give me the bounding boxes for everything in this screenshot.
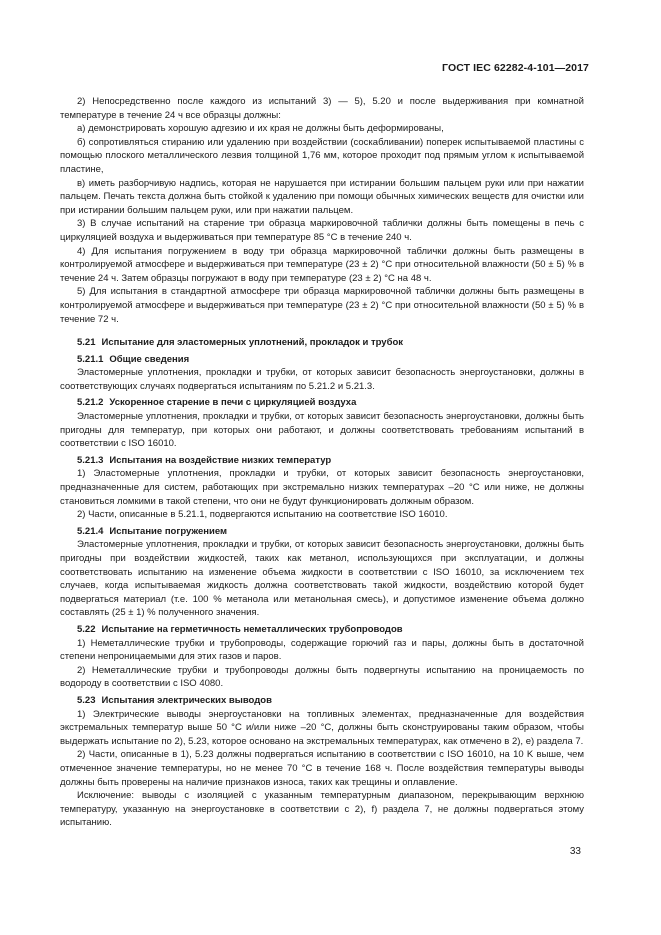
paragraph: 2) Части, описанные в 5.21.1, подвергаются испытанию на соответствие ISO 16010. — [77, 509, 448, 521]
section-title: Общие сведения — [109, 353, 190, 365]
section-title: Испытание погружением — [109, 525, 228, 537]
section-title: Ускоренное старение в печи с циркуляцией воздуха — [109, 397, 357, 409]
section-number: 5.21 — [77, 337, 96, 349]
paragraph: в) иметь разборчивую надпись, которая не нарушается при истирании большим пальцем руки или при нажатии пальцем. Печать текста должна быть стойкой к удалению при помощи обычных химических веществ для очистки или при истирании большим пальцем руки, или при нажатии пальцем. — [60, 177, 584, 216]
paragraph: Эластомерные уплотнения, прокладки и трубки, от которых зависит безопасность энергоустановки, должны быть пригодны при воздействии жидкостей, таких как метанол, использующихся при эксплуатации, и должны соответствовать испытанию на изменение объема жидкости в соответствии с ISO 16010, за исключением тех случаев, когда испытываемая жидкость должна соответствовать такой жидкости, воздействию которой будет подвергаться материал (т.е. 100 % метанола или метанольная смесь), и допустимое изменение объема должно составлять (25 ± 1) % полученного значения. — [60, 539, 584, 619]
paragraph: 2) Части, описанные в 1), 5.23 должны подвергаться испытанию в соответствии с ISO 16010, на 10 K выше, чем отмеченное значение температуры, но не менее 70 °C в течение 168 ч. После воздействия температуры выводы должны быть проверены на наличие признаков износа, таких как трещины и оплавление. — [60, 749, 584, 788]
subsection-heading-5-21-3 — [77, 454, 584, 468]
paragraph: Эластомерные уплотнения, прокладки и трубки, от которых зависит безопасность энергоустановки, должны быть пригодны для температур, при которых они работают, и должны соответствовать требованиям испытаний в соответствии с ISO 16010. — [60, 411, 584, 450]
section-title: Испытания на воздействие низких температур — [109, 454, 332, 466]
section-heading-5-21 — [77, 336, 584, 350]
section-number: 5.21.1 — [77, 353, 104, 365]
paragraph: б) сопротивляться стиранию или удалению при воздействии (соскабливании) поперек испытываемой пластины с помощью плоского металлического лезвия толщиной 1,76 мм, которое проходит под прямым углом к испытываемой пластине, — [60, 136, 584, 175]
paragraph: Эластомерные уплотнения, прокладки и трубки, от которых зависит безопасность энергоустановки, должны в соответствующих случаях подвергаться испытаниям по 5.21.2 и 5.21.3. — [60, 367, 584, 392]
paragraph: Исключение: выводы с изоляцией с указанным температурным диапазоном, перекрывающим верхнюю температуру, указанную на энергоустановке в соответствии с 2), f) раздела 7, не должны подвергаться этому испытанию. — [60, 790, 584, 829]
paragraph: 2) Неметаллические трубки и трубопроводы должны быть подвергнуты испытанию на проницаемость по водороду в соответствии с ISO 4080. — [60, 664, 584, 690]
section-number: 5.23 — [77, 694, 96, 706]
paragraph: 1) Эластомерные уплотнения, прокладки и трубки, от которых зависит безопасность энергоустановки, предназначенные для систем, работающих при экстремально низких температурах –20 °C или ниже, не должны становиться ломкими в такой степени, что они не будут функционировать должным образом. — [60, 468, 584, 507]
paragraph: 5) Для испытания в стандартной атмосфере три образца маркировочной таблички должны быть размещены в контролируемой атмосфере и выдерживаться при температуре (23 ± 2) °C при относительной влажности (50 ± 5) % в течение 72 ч. — [60, 286, 584, 325]
page-number: 33 — [569, 846, 581, 857]
paragraph: 4) Для испытания погружением в воду три образца маркировочной таблички должны быть размещены в контролируемой атмосфере и выдерживаться при температуре (23 ± 2) °C при относительной влажности (50 ± 5) % в течение 24 ч. Затем образцы погружают в воду при температуре (23 ± 2) °C на 48 ч. — [60, 245, 584, 284]
subsection-heading-5-21-4 — [77, 525, 584, 539]
section-title: Испытание на герметичность неметаллических трубопроводов — [101, 623, 403, 635]
section-heading-5-23 — [77, 694, 584, 708]
section-number: 5.21.2 — [77, 397, 104, 409]
section-heading-5-22 — [77, 623, 584, 637]
paragraph: 1) Электрические выводы энергоустановки на топливных элементах, предназначенные для воздействия экстремальных температур выше 50 °C и/или ниже –20 °C, должны быть сконструированы таким образом, чтобы выдержать испытание по 2), 5.23, которое основано на экстремальных температурах, как отмечено в 2), е) раздела 7. — [60, 708, 584, 747]
paragraph: 3) В случае испытаний на старение три образца маркировочной таблички должны быть помещены в печь с циркуляцией воздуха и выдерживаться при температуре 85 °C в течение 240 ч. — [60, 218, 584, 243]
paragraph: а) демонстрировать хорошую адгезию и их края не должны быть деформированы, — [77, 123, 444, 135]
page-body — [60, 95, 584, 830]
section-title: Испытание для эластомерных уплотнений, прокладок и трубок — [101, 337, 403, 349]
section-title: Испытания электрических выводов — [101, 694, 272, 706]
section-number: 5.22 — [77, 623, 96, 635]
paragraph: 1) Неметаллические трубки и трубопроводы, содержащие горючий газ и пары, должны быть в достаточной степени непроницаемыми для этих газов и паров. — [60, 637, 584, 663]
section-number: 5.21.4 — [77, 525, 104, 537]
document-header: ГОСТ IEC 62282-4-101—2017 — [442, 62, 589, 74]
section-number: 5.21.3 — [77, 454, 104, 466]
subsection-heading-5-21-2 — [77, 396, 584, 410]
subsection-heading-5-21-1 — [77, 353, 584, 367]
paragraph: 2) Непосредственно после каждого из испытаний 3) — 5), 5.20 и после выдерживания при комнатной температуре в течение 24 ч все образцы должны: — [60, 96, 584, 121]
